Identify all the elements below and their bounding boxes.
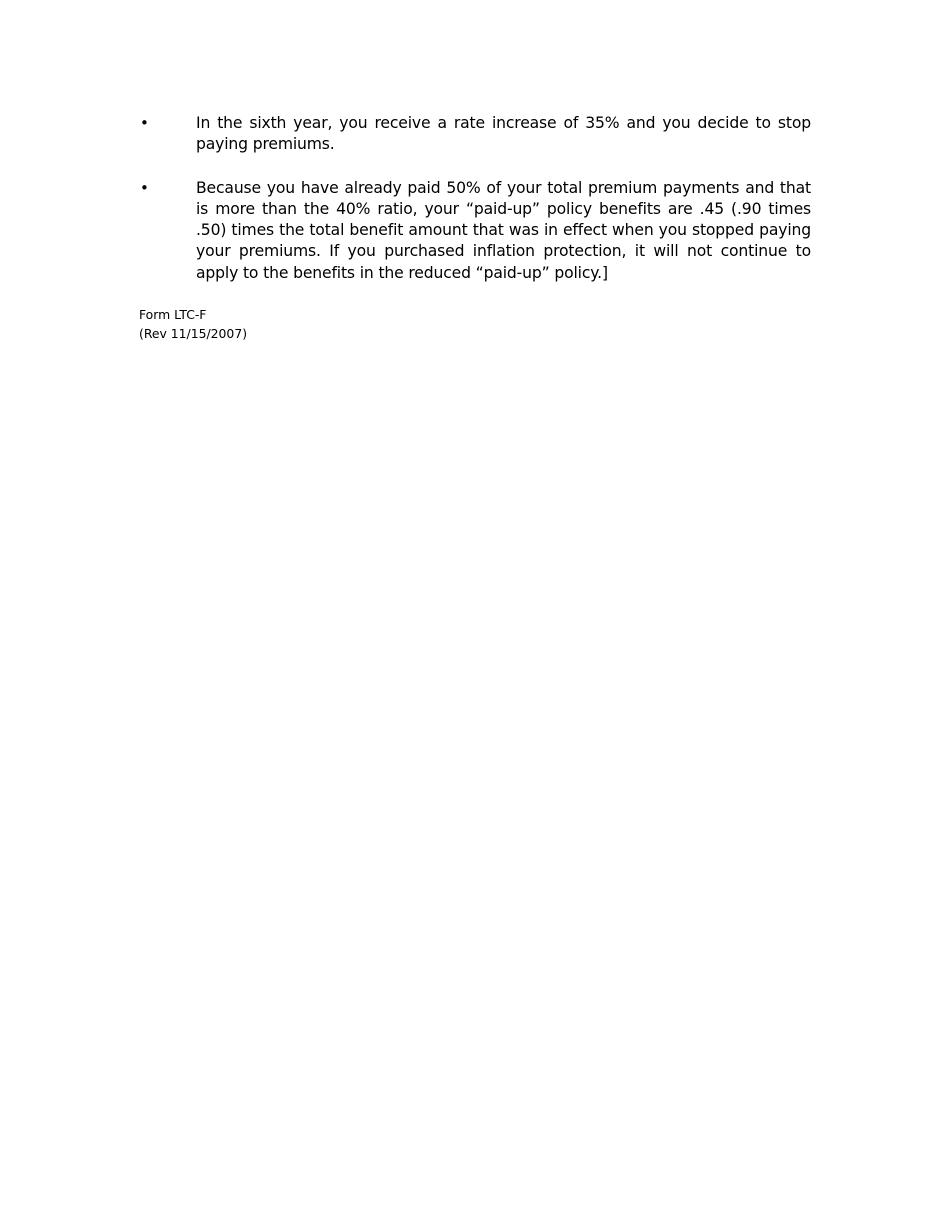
form-revision: (Rev 11/15/2007) — [139, 325, 248, 341]
bullet-item — [139, 178, 811, 284]
form-footer — [139, 306, 247, 343]
bullet-icon: • — [140, 114, 149, 132]
bullet-item — [139, 113, 811, 156]
bullet-text: In the sixth year, you receive a rate increase of 35% and you decide to stop paying premiums. — [196, 114, 811, 154]
bullet-icon: • — [140, 178, 149, 197]
form-id: Form LTC-F — [139, 307, 207, 322]
bullet-text: Because you have already paid 50% of your total premium payments and that is more than the 40% ratio, your “paid-up” policy benefits are .45 (.90 times .50) times the total benefit amount that was in effect when you stopped paying your premiums. If you purchased inflation protection, it will not continue to apply to the benefits in the reduced “paid-up” policy.] — [196, 178, 811, 282]
bullet-list — [139, 113, 811, 306]
